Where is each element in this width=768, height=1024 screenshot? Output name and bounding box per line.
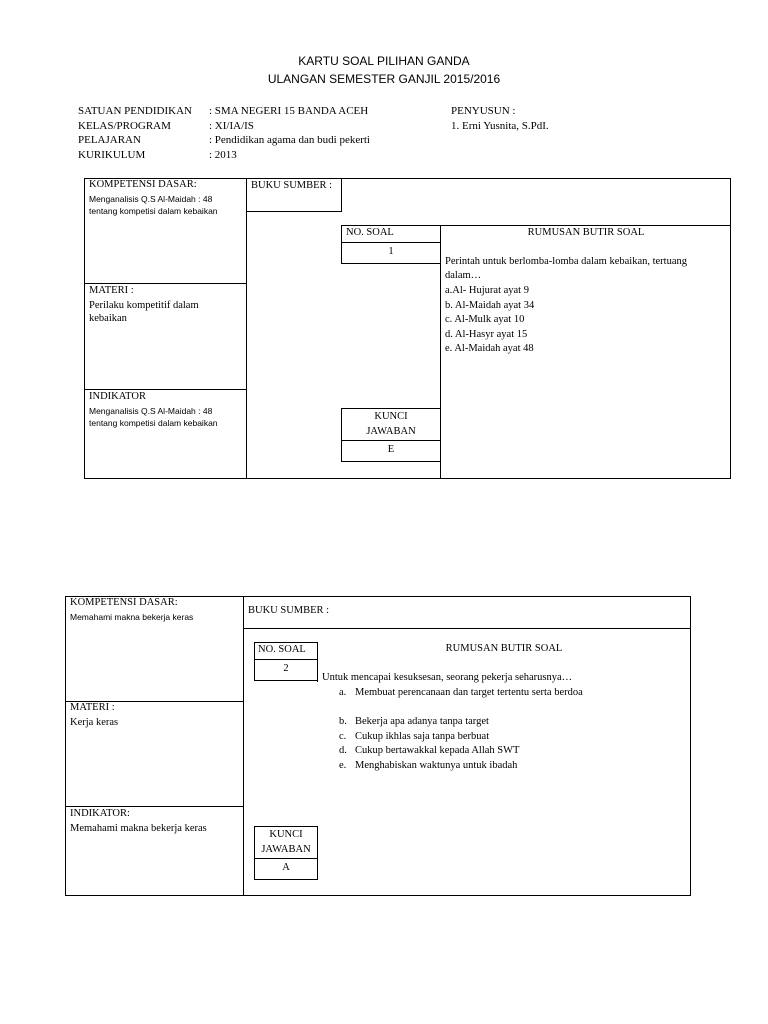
card1-kunci-label: KUNCI JAWABAN	[366, 411, 416, 437]
card2-option-c-letter: c.	[339, 731, 347, 742]
header-values	[209, 104, 370, 162]
card2-right-border	[690, 596, 691, 896]
document-subtitle: ULANGAN SEMESTER GANJIL 2015/2016	[267, 72, 501, 86]
penyusun-value: 1. Erni Yusnita, S.PdI.	[451, 119, 549, 132]
card1-options	[445, 284, 534, 357]
card2-buku-underline	[243, 628, 691, 629]
card2-buku-label: BUKU SUMBER :	[248, 605, 330, 616]
card1-indikator-text: Menganalisis Q.S Al-Maidah : 48 tentang kompetisi dalam kebaikan	[89, 406, 218, 428]
card1-left-border	[84, 178, 85, 479]
card1-no-soal-divider	[341, 242, 441, 243]
card1-option-c: c. Al-Mulk ayat 10	[445, 314, 525, 325]
card1-kunci-value: E	[387, 444, 395, 455]
field-label-kelas: KELAS/PROGRAM	[78, 119, 171, 132]
card2-kd-label: KOMPETENSI DASAR:	[70, 597, 178, 608]
card1-option-d: d. Al-Hasyr ayat 15	[445, 328, 528, 340]
card2-option-e	[339, 759, 518, 772]
card2-kd-text: Memahami makna bekerja keras	[70, 612, 194, 622]
card2-materi-label: MATERI :	[70, 702, 115, 713]
card1-kd-text: Menganalisis Q.S Al-Maidah : 48 tentang kompetisi dalam kebaikan	[89, 194, 218, 216]
penyusun-label: PENYUSUN :	[451, 105, 516, 117]
card1-option-a: a.Al- Hujurat ayat 9	[445, 285, 529, 296]
card2-no-soal-label: NO. SOAL	[258, 644, 306, 655]
card2-option-b	[339, 715, 489, 728]
card2-kunci-value: A	[282, 862, 290, 873]
card1-buku-label: BUKU SUMBER :	[251, 180, 333, 191]
card2-option-d-text: Cukup bertawakkal kepada Allah SWT	[355, 745, 520, 756]
card1-rumusan-label: RUMUSAN BUTIR SOAL	[527, 227, 645, 238]
card2-left-border	[65, 596, 66, 896]
card2-option-c	[339, 730, 490, 743]
card2-indikator-label: INDIKATOR:	[70, 808, 130, 819]
card2-no-soal-value: 2	[283, 663, 289, 674]
card1-kunci-divider	[341, 440, 441, 441]
card1-option-e: e. Al-Maidah ayat 48	[445, 343, 534, 354]
card2-question: Untuk mencapai kesuksesan, seorang pekerja seharusnya…	[322, 672, 573, 683]
card2-kunci-label: KUNCI JAWABAN	[261, 829, 311, 855]
card1-materi-text: Perilaku kompetitif dalam kebaikan	[89, 300, 199, 324]
field-value-satuan: : SMA NEGERI 15 BANDA ACEH	[209, 105, 369, 117]
card2-bottom-border	[65, 895, 691, 896]
card2-no-soal-divider	[254, 659, 318, 660]
card1-no-soal-label: NO. SOAL	[346, 227, 394, 238]
card1-indikator-label: INDIKATOR	[89, 391, 146, 402]
card2-option-b-text: Bekerja apa adanya tanpa target	[355, 716, 489, 727]
card2-materi-text: Kerja keras	[70, 717, 119, 728]
card2-option-d-letter: d.	[339, 745, 347, 756]
document-title: KARTU SOAL PILIHAN GANDA	[298, 54, 470, 68]
card2-column-divider	[243, 596, 244, 896]
field-value-kurikulum: : 2013	[209, 148, 237, 161]
card2-indikator-text: Memahami makna bekerja keras	[70, 823, 207, 834]
header-labels	[78, 104, 192, 162]
card1-right-border	[730, 178, 731, 479]
card2-option-a-letter: a.	[339, 687, 347, 698]
card1-kd-label: KOMPETENSI DASAR:	[89, 179, 197, 190]
card1-question: Perintah untuk berlomba-lomba dalam kebaikan, tertuang dalam…	[445, 256, 688, 281]
card1-materi-label: MATERI :	[89, 285, 134, 296]
card1-left-divider-1	[84, 283, 247, 284]
card2-option-a	[339, 686, 583, 699]
field-label-pelajaran: PELAJARAN	[78, 134, 141, 146]
card2-option-d	[339, 744, 520, 757]
card1-column-divider	[246, 178, 247, 479]
card1-option-b: b. Al-Maidah ayat 34	[445, 299, 535, 311]
card2-option-a-text: Membuat perencanaan dan target tertentu serta berdoa	[355, 687, 583, 698]
field-label-satuan: SATUAN PENDIDIKAN	[78, 105, 192, 117]
card2-option-e-letter: e.	[339, 760, 347, 771]
card1-bottom-border	[84, 478, 731, 479]
field-label-kurikulum: KURIKULUM	[78, 148, 146, 161]
field-value-kelas: : XI/IA/IS	[209, 119, 254, 132]
card2-rumusan-label: RUMUSAN BUTIR SOAL	[445, 643, 563, 654]
field-value-pelajaran: : Pendidikan agama dan budi pekerti	[209, 134, 370, 146]
card2-option-c-text: Cukup ikhlas saja tanpa berbuat	[355, 731, 490, 742]
card2-left-divider-2	[65, 806, 244, 807]
card2-kunci-divider	[254, 858, 318, 859]
card2-option-e-text: Menghabiskan waktunya untuk ibadah	[355, 760, 518, 771]
card1-buku-underline	[246, 211, 342, 212]
card1-buku-divider	[341, 178, 342, 212]
card1-left-divider-2	[84, 389, 247, 390]
card2-option-b-letter: b.	[339, 716, 347, 727]
card1-no-soal-value: 1	[388, 246, 394, 257]
penyusun-block	[451, 104, 549, 133]
